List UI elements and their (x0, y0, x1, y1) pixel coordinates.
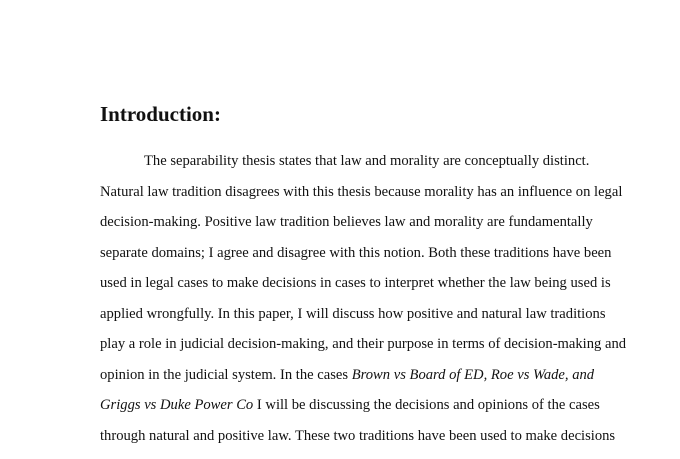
body-paragraph (100, 146, 627, 451)
paragraph-line-with-case-names (100, 390, 600, 421)
case-name-italic: Griggs vs Duke Power Co (100, 397, 254, 413)
paragraph-line-with-case-names (100, 360, 600, 391)
paragraph-line: The separability thesis states that law and morality are conceptually distinct. (144, 153, 590, 169)
paragraph-line: used in legal cases to make decisions in cases to interpret whether the law being used is (100, 275, 611, 291)
paragraph-text: I will be discussing the decisions and opinions of the cases (256, 397, 600, 413)
paragraph-line: through natural and positive law. These two traditions have been used to make decisions (100, 427, 616, 444)
section-heading: Introduction: (100, 102, 221, 126)
paragraph-line: play a role in judicial decision-making, and their purpose in terms of decision-making and (100, 336, 627, 352)
paragraph-line: applied wrongfully. In this paper, I will discuss how positive and natural law traditions (100, 305, 606, 322)
paragraph-line: separate domains; I agree and disagree with this notion. Both these traditions have been (100, 244, 612, 261)
case-names-italic: Brown vs Board of ED, Roe vs Wade, and (351, 366, 595, 383)
paragraph-text: opinion in the judicial system. In the cases (100, 366, 349, 383)
paragraph-line: decision-making. Positive law tradition believes law and morality are fundamentally (100, 214, 593, 230)
paragraph-line: Natural law tradition disagrees with this thesis because morality has an influence on legal (100, 183, 623, 200)
